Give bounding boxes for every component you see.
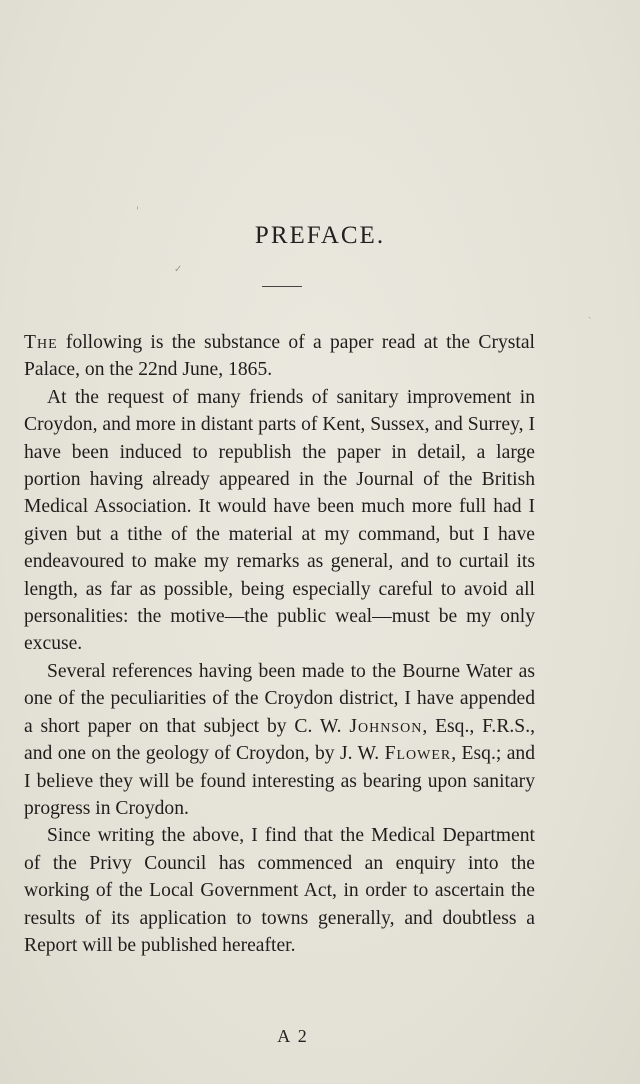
author-name-flower: Flower — [384, 743, 452, 765]
paragraph-3-part-1: Several references having been made to the Bourne Water as one of the peculiarities of the Croydon district, I have appended a short paper on that subject by C. W. — [24, 660, 535, 737]
paragraph-4: Since writing the above, I find that the Medical Department of the Privy Council has commenced an enquiry into the working of the Local Government Act, in order to ascertain the results of its application to towns generally, and doubtless a Report will be published hereafter. — [24, 825, 535, 956]
paragraph-1-text: following is the substance of a paper read at the Crystal Palace, on the 22nd June, 1865. — [24, 332, 535, 381]
lead-word: The — [24, 332, 58, 353]
paragraph-3-part-2: , Esq., F.R.S., and one on the geology of Croydon, by J. W. — [24, 715, 535, 765]
paragraph-2: At the request of many friends of sanitary improvement in Croydon, and more in distant parts of Kent, Sussex, and Surrey, I have been induced to republish the paper in detail, a large portion having already appeared in the Journal of the British Medical Association. It would have been much more full had I given but a tithe of the material at my command, but I have endeavoured to make my remarks as general, and to curtail its length, as far as possible, being especially careful to avoid all personalities: the motive—the public weal—must be my only excuse. — [24, 386, 535, 655]
title-rule — [262, 286, 302, 287]
page-title: PREFACE. — [254, 222, 386, 249]
preface-body — [24, 329, 535, 959]
author-name-johnson: Johnson — [349, 715, 423, 737]
paper-speck: ✓ — [174, 264, 183, 275]
signature-mark: A 2 — [277, 1026, 309, 1046]
paper-speck: ' — [136, 206, 139, 217]
paragraph-3 — [24, 658, 535, 822]
paragraph-3-part-3: , Esq.; and I believe they will be found interesting as bearing upon sanitary progress in Croydon. — [24, 743, 535, 819]
paper-speck: ˎ — [588, 308, 592, 319]
paragraph-1 — [24, 329, 535, 384]
